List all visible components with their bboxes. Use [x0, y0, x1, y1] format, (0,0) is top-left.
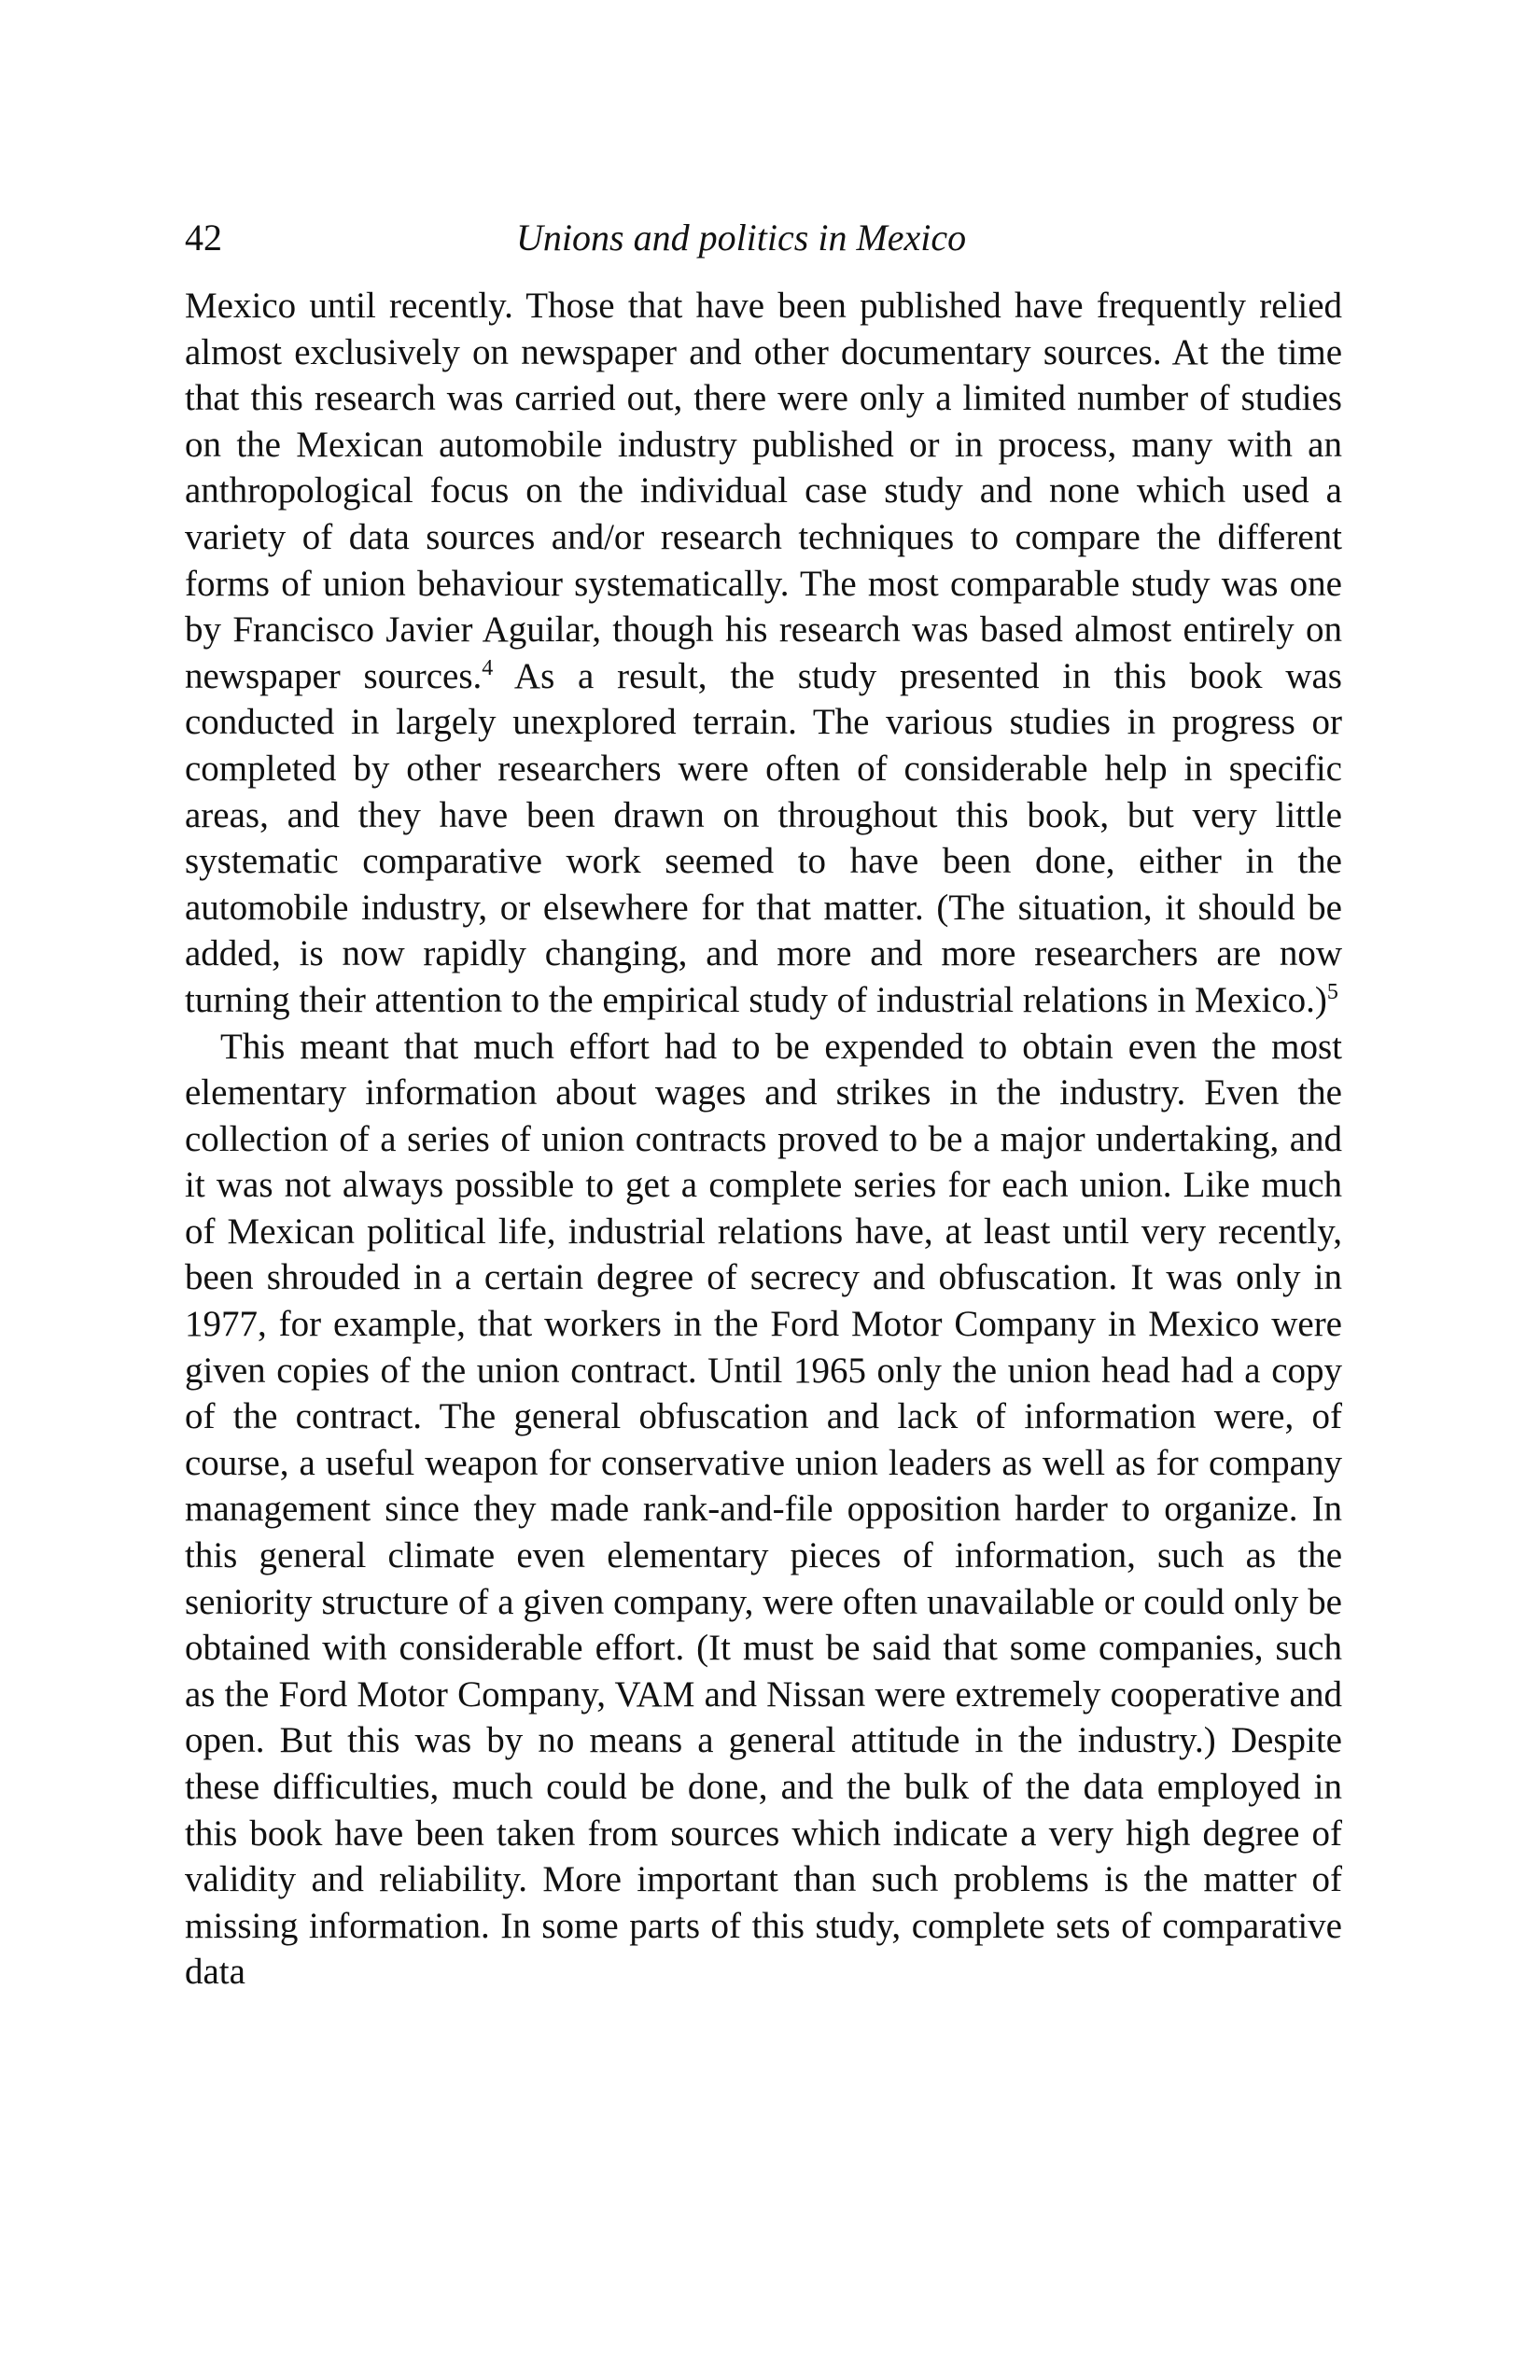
paragraph-1: [185, 283, 1342, 1024]
book-page: [185, 210, 1342, 1995]
footnote-ref-5: 5: [1326, 979, 1338, 1004]
paragraph-1-part-a: Mexico until recently. Those that have been published have frequently relied almost exclusively on newspaper and other documentary sources. At the time that this research was carried out, there were only a limited number of studies on the Mexican automobile industry published or in process, many with an anthropological focus on the individual case study and none which used a variety of data sources and/or research techniques to compare the different forms of union behaviour systematically. The most comparable study was one by Francisco Javier Aguilar, though his research was based almost entirely on newspaper sources.: [185, 286, 1342, 696]
running-title: Unions and politics in Mexico: [516, 217, 967, 259]
running-header: [185, 210, 1342, 266]
paragraph-1-part-b: As a result, the study presented in this book was conducted in largely unexplored terrain. The various studies in progress or completed by other researchers were often of considerable help in specific areas, and they have been drawn on throughout this book, but very little systematic comparative work seemed to have been done, either in the automobile industry, or elsewhere for that matter. (The situation, it should be added, is now rapidly changing, and more and more researchers are now turning their attention to the empirical study of industrial relations in Mexico.): [185, 655, 1342, 1020]
paragraph-2: This meant that much effort had to be expended to obtain even the most elementary information about wages and strikes in the industry. Even the collection of a series of union contracts proved to be a major undertaking, and it was not always possible to get a complete series for each union. Like much of Mexican political life, industrial relations have, at least until very recently, been shrouded in a certain degree of secrecy and obfuscation. It was only in 1977, for example, that workers in the Ford Motor Company in Mexico were given copies of the union contract. Until 1965 only the union head had a copy of the contract. The general obfuscation and lack of information were, of course, a useful weapon for conservative union leaders as well as for company management since they made rank-and-file opposition harder to organize. In this general climate even elementary pieces of information, such as the seniority structure of a given company, were often unavailable or could only be obtained with considerable effort. (It must be said that some companies, such as the Ford Motor Company, VAM and Nissan were extremely cooperative and open. But this was by no means a general attitude in the industry.) Despite these difficulties, much could be done, and the bulk of the data employed in this book have been taken from sources which indicate a very high degree of validity and reliability. More important than such problems is the matter of missing information. In some parts of this study, complete sets of comparative data: [185, 1026, 1342, 1993]
footnote-ref-4: 4: [482, 655, 494, 680]
page-number: 42: [185, 217, 222, 259]
body-text: [185, 283, 1342, 1995]
